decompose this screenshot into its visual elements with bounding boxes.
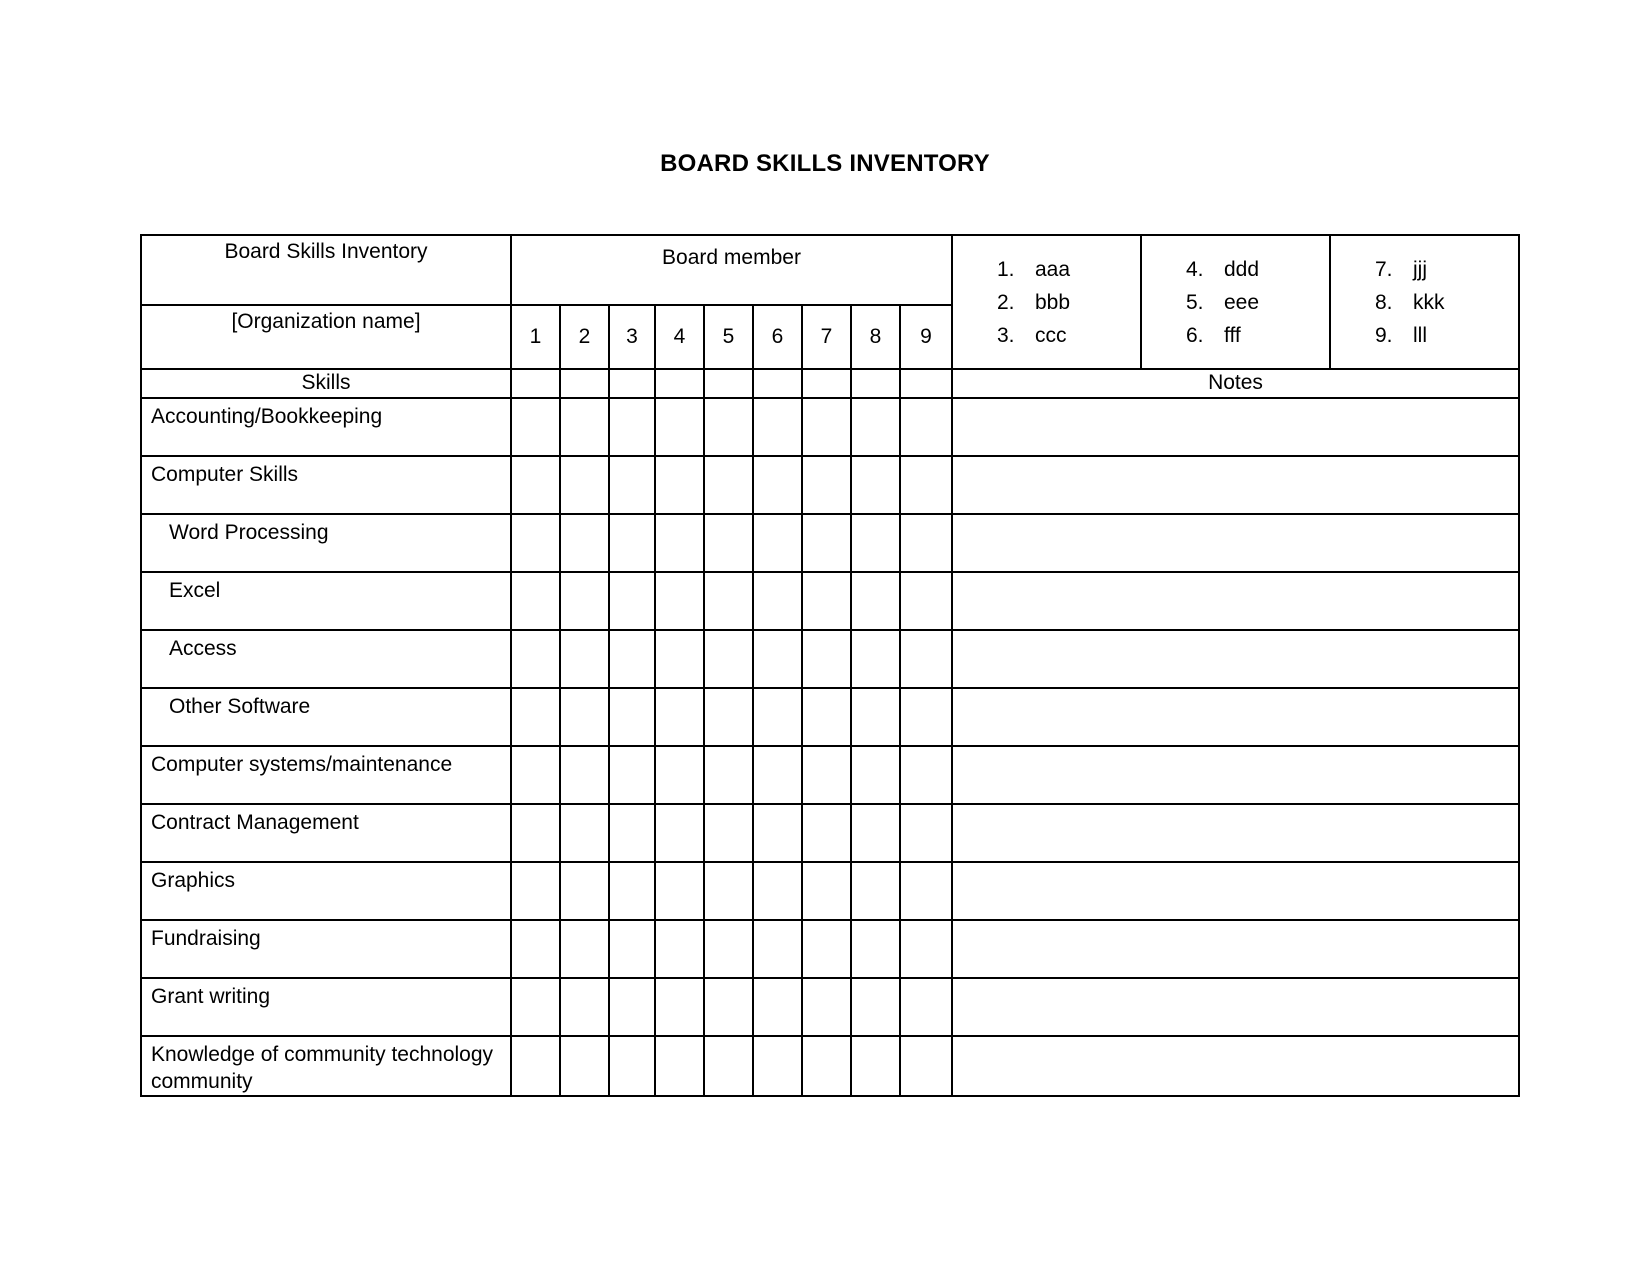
legend-item bbox=[1186, 286, 1329, 319]
board-member-header-cell bbox=[511, 235, 952, 305]
rating-cell-member-1[interactable] bbox=[511, 572, 560, 630]
skill-row bbox=[141, 862, 1519, 920]
rating-cell-member-7[interactable] bbox=[802, 398, 851, 456]
notes-cell[interactable] bbox=[952, 978, 1519, 1036]
rating-cell-member-2[interactable] bbox=[560, 630, 609, 688]
rating-cell-member-8[interactable] bbox=[851, 688, 900, 746]
rating-cell-member-4[interactable] bbox=[655, 398, 704, 456]
notes-cell[interactable] bbox=[952, 514, 1519, 572]
rating-cell-member-2[interactable] bbox=[560, 978, 609, 1036]
rating-cell-member-3[interactable] bbox=[609, 1036, 655, 1096]
header-blank-cell bbox=[900, 369, 952, 398]
skills-inventory-table bbox=[140, 234, 1520, 1097]
rating-cell-member-5[interactable] bbox=[704, 514, 753, 572]
rating-cell-member-2[interactable] bbox=[560, 572, 609, 630]
legend-member-name: aaa bbox=[1035, 257, 1071, 281]
skill-label: Knowledge of community technology community bbox=[141, 1036, 511, 1096]
rating-cell-member-7[interactable] bbox=[802, 920, 851, 978]
legend-member-name: fff bbox=[1224, 323, 1241, 347]
rating-cell-member-5[interactable] bbox=[704, 862, 753, 920]
notes-cell[interactable] bbox=[952, 920, 1519, 978]
legend-member-name: ddd bbox=[1224, 257, 1260, 281]
skill-label: Computer Skills bbox=[141, 456, 511, 514]
member-number-8: 8 bbox=[851, 305, 900, 369]
legend-number: 1. bbox=[997, 257, 1015, 281]
rating-cell-member-8[interactable] bbox=[851, 572, 900, 630]
inventory-label: Board Skills Inventory bbox=[224, 240, 428, 263]
notes-cell[interactable] bbox=[952, 804, 1519, 862]
rating-cell-member-6[interactable] bbox=[753, 688, 802, 746]
notes-column-label: Notes bbox=[1208, 371, 1263, 394]
skill-label: Contract Management bbox=[141, 804, 511, 862]
rating-cell-member-4[interactable] bbox=[655, 456, 704, 514]
legend-item bbox=[997, 319, 1140, 352]
legend-number: 7. bbox=[1375, 257, 1393, 281]
rating-cell-member-8[interactable] bbox=[851, 804, 900, 862]
rating-cell-member-7[interactable] bbox=[802, 514, 851, 572]
rating-cell-member-1[interactable] bbox=[511, 630, 560, 688]
legend-item bbox=[1375, 319, 1518, 352]
member-number-6: 6 bbox=[753, 305, 802, 369]
skill-row bbox=[141, 456, 1519, 514]
rating-cell-member-9[interactable] bbox=[900, 1036, 952, 1096]
legend-member-name: kkk bbox=[1413, 290, 1445, 314]
rating-cell-member-6[interactable] bbox=[753, 920, 802, 978]
rating-cell-member-6[interactable] bbox=[753, 746, 802, 804]
rating-cell-member-4[interactable] bbox=[655, 572, 704, 630]
rating-cell-member-5[interactable] bbox=[704, 630, 753, 688]
rating-cell-member-2[interactable] bbox=[560, 804, 609, 862]
rating-cell-member-7[interactable] bbox=[802, 978, 851, 1036]
rating-cell-member-7[interactable] bbox=[802, 746, 851, 804]
skill-label: Fundraising bbox=[141, 920, 511, 978]
rating-cell-member-5[interactable] bbox=[704, 1036, 753, 1096]
rating-cell-member-1[interactable] bbox=[511, 804, 560, 862]
legend-group-2 bbox=[1141, 235, 1330, 369]
rating-cell-member-3[interactable] bbox=[609, 804, 655, 862]
rating-cell-member-5[interactable] bbox=[704, 920, 753, 978]
notes-cell[interactable] bbox=[952, 398, 1519, 456]
rating-cell-member-4[interactable] bbox=[655, 514, 704, 572]
skill-label: Computer systems/maintenance bbox=[141, 746, 511, 804]
header-blank-cell bbox=[802, 369, 851, 398]
rating-cell-member-3[interactable] bbox=[609, 398, 655, 456]
header-blank-cell bbox=[511, 369, 560, 398]
rating-cell-member-3[interactable] bbox=[609, 746, 655, 804]
rating-cell-member-2[interactable] bbox=[560, 1036, 609, 1096]
rating-cell-member-8[interactable] bbox=[851, 456, 900, 514]
rating-cell-member-1[interactable] bbox=[511, 514, 560, 572]
skill-label: Graphics bbox=[141, 862, 511, 920]
rating-cell-member-8[interactable] bbox=[851, 920, 900, 978]
rating-cell-member-1[interactable] bbox=[511, 398, 560, 456]
rating-cell-member-5[interactable] bbox=[704, 804, 753, 862]
rating-cell-member-3[interactable] bbox=[609, 456, 655, 514]
rating-cell-member-3[interactable] bbox=[609, 514, 655, 572]
member-number-3: 3 bbox=[609, 305, 655, 369]
rating-cell-member-6[interactable] bbox=[753, 514, 802, 572]
rating-cell-member-7[interactable] bbox=[802, 630, 851, 688]
rating-cell-member-9[interactable] bbox=[900, 920, 952, 978]
legend-item bbox=[1186, 253, 1329, 286]
skill-label: Word Processing bbox=[141, 514, 511, 572]
rating-cell-member-7[interactable] bbox=[802, 804, 851, 862]
legend-item bbox=[997, 286, 1140, 319]
rating-cell-member-3[interactable] bbox=[609, 920, 655, 978]
rating-cell-member-7[interactable] bbox=[802, 862, 851, 920]
rating-cell-member-4[interactable] bbox=[655, 978, 704, 1036]
rating-cell-member-5[interactable] bbox=[704, 456, 753, 514]
rating-cell-member-9[interactable] bbox=[900, 514, 952, 572]
legend-member-name: ccc bbox=[1035, 323, 1067, 347]
rating-cell-member-7[interactable] bbox=[802, 456, 851, 514]
legend-item bbox=[1186, 319, 1329, 352]
organization-name: [Organization name] bbox=[231, 310, 421, 333]
skill-label: Excel bbox=[141, 572, 511, 630]
legend-group-1 bbox=[952, 235, 1141, 369]
rating-cell-member-1[interactable] bbox=[511, 688, 560, 746]
legend-number: 8. bbox=[1375, 290, 1393, 314]
rating-cell-member-7[interactable] bbox=[802, 572, 851, 630]
rating-cell-member-9[interactable] bbox=[900, 630, 952, 688]
rating-cell-member-3[interactable] bbox=[609, 630, 655, 688]
skill-row bbox=[141, 804, 1519, 862]
skill-row bbox=[141, 630, 1519, 688]
rating-cell-member-4[interactable] bbox=[655, 804, 704, 862]
rating-cell-member-9[interactable] bbox=[900, 572, 952, 630]
notes-column-header bbox=[952, 369, 1519, 398]
rating-cell-member-4[interactable] bbox=[655, 862, 704, 920]
skill-row bbox=[141, 398, 1519, 456]
notes-cell[interactable] bbox=[952, 1036, 1519, 1096]
rating-cell-member-6[interactable] bbox=[753, 978, 802, 1036]
rating-cell-member-4[interactable] bbox=[655, 1036, 704, 1096]
member-number-5: 5 bbox=[704, 305, 753, 369]
rating-cell-member-3[interactable] bbox=[609, 572, 655, 630]
skills-column-header bbox=[141, 369, 511, 398]
rating-cell-member-9[interactable] bbox=[900, 862, 952, 920]
legend-member-name: lll bbox=[1413, 323, 1427, 347]
legend-number: 6. bbox=[1186, 323, 1204, 347]
rating-cell-member-4[interactable] bbox=[655, 688, 704, 746]
header-blank-cell bbox=[704, 369, 753, 398]
skill-label: Access bbox=[141, 630, 511, 688]
rating-cell-member-2[interactable] bbox=[560, 398, 609, 456]
rating-cell-member-3[interactable] bbox=[609, 978, 655, 1036]
notes-cell[interactable] bbox=[952, 746, 1519, 804]
legend-number: 4. bbox=[1186, 257, 1204, 281]
rating-cell-member-9[interactable] bbox=[900, 688, 952, 746]
legend-number: 2. bbox=[997, 290, 1015, 314]
rating-cell-member-1[interactable] bbox=[511, 1036, 560, 1096]
rating-cell-member-2[interactable] bbox=[560, 688, 609, 746]
legend-number: 9. bbox=[1375, 323, 1393, 347]
header-row-1 bbox=[141, 235, 1519, 305]
rating-cell-member-8[interactable] bbox=[851, 862, 900, 920]
notes-cell[interactable] bbox=[952, 456, 1519, 514]
rating-cell-member-4[interactable] bbox=[655, 630, 704, 688]
column-label-row bbox=[141, 369, 1519, 398]
member-number-7: 7 bbox=[802, 305, 851, 369]
skill-row bbox=[141, 572, 1519, 630]
rating-cell-member-2[interactable] bbox=[560, 456, 609, 514]
legend-number: 5. bbox=[1186, 290, 1204, 314]
header-blank-cell bbox=[753, 369, 802, 398]
rating-cell-member-6[interactable] bbox=[753, 1036, 802, 1096]
notes-cell[interactable] bbox=[952, 572, 1519, 630]
member-number-4: 4 bbox=[655, 305, 704, 369]
legend-member-name: eee bbox=[1224, 290, 1260, 314]
rating-cell-member-3[interactable] bbox=[609, 688, 655, 746]
rating-cell-member-6[interactable] bbox=[753, 862, 802, 920]
rating-cell-member-6[interactable] bbox=[753, 572, 802, 630]
inventory-label-cell bbox=[141, 235, 511, 305]
header-blank-cell bbox=[609, 369, 655, 398]
skill-row bbox=[141, 746, 1519, 804]
rating-cell-member-8[interactable] bbox=[851, 630, 900, 688]
rating-cell-member-8[interactable] bbox=[851, 514, 900, 572]
rating-cell-member-5[interactable] bbox=[704, 688, 753, 746]
rating-cell-member-3[interactable] bbox=[609, 862, 655, 920]
rating-cell-member-1[interactable] bbox=[511, 746, 560, 804]
skills-column-label: Skills bbox=[301, 371, 351, 394]
header-blank-cell bbox=[851, 369, 900, 398]
rating-cell-member-7[interactable] bbox=[802, 1036, 851, 1096]
rating-cell-member-5[interactable] bbox=[704, 746, 753, 804]
rating-cell-member-5[interactable] bbox=[704, 978, 753, 1036]
rating-cell-member-2[interactable] bbox=[560, 746, 609, 804]
legend-item bbox=[1375, 286, 1518, 319]
skill-row bbox=[141, 1036, 1519, 1096]
skill-row bbox=[141, 514, 1519, 572]
rating-cell-member-8[interactable] bbox=[851, 746, 900, 804]
legend-item bbox=[997, 253, 1140, 286]
rating-cell-member-9[interactable] bbox=[900, 746, 952, 804]
member-number-2: 2 bbox=[560, 305, 609, 369]
header-blank-cell bbox=[655, 369, 704, 398]
rating-cell-member-9[interactable] bbox=[900, 804, 952, 862]
skill-row bbox=[141, 978, 1519, 1036]
rating-cell-member-8[interactable] bbox=[851, 398, 900, 456]
skill-row bbox=[141, 688, 1519, 746]
rating-cell-member-2[interactable] bbox=[560, 862, 609, 920]
legend-group-3 bbox=[1330, 235, 1519, 369]
skill-label: Grant writing bbox=[141, 978, 511, 1036]
board-member-label: Board member bbox=[662, 246, 801, 269]
rating-cell-member-7[interactable] bbox=[802, 688, 851, 746]
legend-item bbox=[1375, 253, 1518, 286]
skill-label: Other Software bbox=[141, 688, 511, 746]
member-number-1: 1 bbox=[511, 305, 560, 369]
rating-cell-member-2[interactable] bbox=[560, 920, 609, 978]
rating-cell-member-4[interactable] bbox=[655, 920, 704, 978]
rating-cell-member-8[interactable] bbox=[851, 978, 900, 1036]
notes-cell[interactable] bbox=[952, 630, 1519, 688]
rating-cell-member-8[interactable] bbox=[851, 1036, 900, 1096]
rating-cell-member-6[interactable] bbox=[753, 804, 802, 862]
document-title: BOARD SKILLS INVENTORY bbox=[660, 150, 990, 177]
rating-cell-member-1[interactable] bbox=[511, 862, 560, 920]
rating-cell-member-1[interactable] bbox=[511, 456, 560, 514]
skill-label: Accounting/Bookkeeping bbox=[141, 398, 511, 456]
rating-cell-member-9[interactable] bbox=[900, 978, 952, 1036]
rating-cell-member-9[interactable] bbox=[900, 456, 952, 514]
rating-cell-member-5[interactable] bbox=[704, 398, 753, 456]
legend-member-name: bbb bbox=[1035, 290, 1071, 314]
rating-cell-member-5[interactable] bbox=[704, 572, 753, 630]
rating-cell-member-1[interactable] bbox=[511, 920, 560, 978]
rating-cell-member-1[interactable] bbox=[511, 978, 560, 1036]
rating-cell-member-6[interactable] bbox=[753, 456, 802, 514]
notes-cell[interactable] bbox=[952, 688, 1519, 746]
header-blank-cell bbox=[560, 369, 609, 398]
rating-cell-member-9[interactable] bbox=[900, 398, 952, 456]
legend-number: 3. bbox=[997, 323, 1015, 347]
rating-cell-member-6[interactable] bbox=[753, 630, 802, 688]
organization-name-cell[interactable] bbox=[141, 305, 511, 369]
rating-cell-member-6[interactable] bbox=[753, 398, 802, 456]
skill-row bbox=[141, 920, 1519, 978]
notes-cell[interactable] bbox=[952, 862, 1519, 920]
rating-cell-member-2[interactable] bbox=[560, 514, 609, 572]
legend-member-name: jjj bbox=[1413, 257, 1427, 281]
member-number-9: 9 bbox=[900, 305, 952, 369]
rating-cell-member-4[interactable] bbox=[655, 746, 704, 804]
